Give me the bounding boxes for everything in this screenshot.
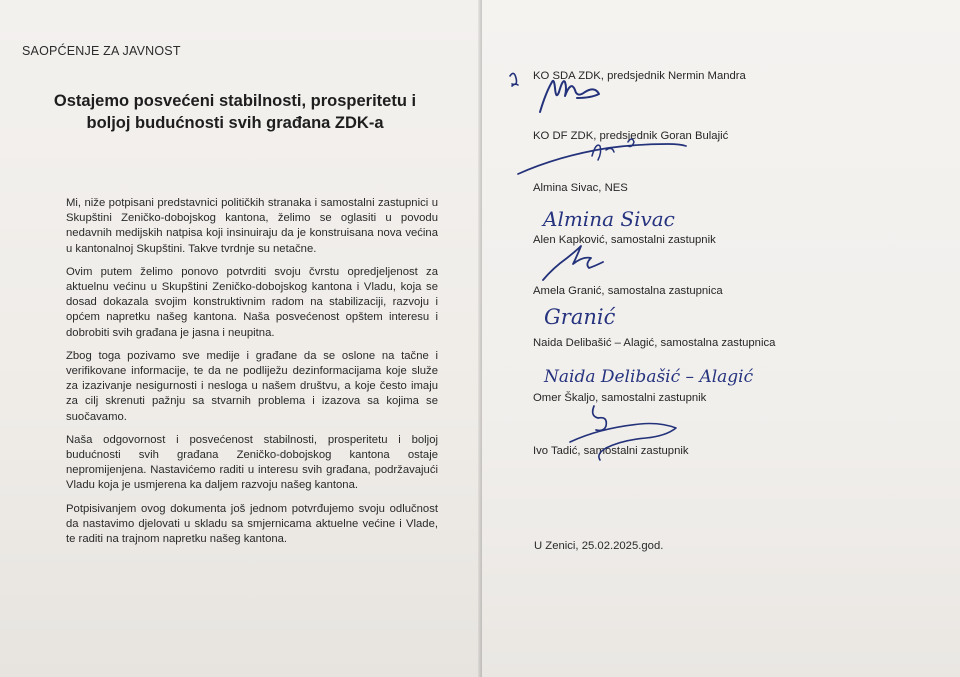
title-line-2: boljoj budućnosti svih građana ZDK-a xyxy=(86,114,384,132)
title-line-1: Ostajemo posvećeni stabilnosti, prosperitetu i xyxy=(53,92,417,110)
paragraph-4: Naša odgovornost i posvećenost stabilnosti, prosperitetu i boljoj budućnosti svih građana Zeničko-dobojskog kantona ostaje nepromijenjena. Nastavićemo raditi u interesu svih građana, podržavajući Vladu koja je usmjerena ka daljem razvoju našeg kantona. xyxy=(66,433,438,492)
signatory-line: Naida Delibašić – Alagić, samostalna zastupnica xyxy=(533,337,776,349)
signatory-line: Alen Kapković, samostalni zastupnik xyxy=(533,234,716,246)
signature-bulajic xyxy=(510,128,710,180)
signatory-line: Omer Škaljo, samostalni zastupnik xyxy=(533,392,707,404)
signature-mandra xyxy=(500,62,620,124)
signature-sivac xyxy=(535,196,675,236)
signatory-line: Ivo Tadić, samostalni zastupnik xyxy=(533,445,689,457)
signature-sivac-text: Almina Sivac xyxy=(543,207,675,231)
paragraph-2: Ovim putem želimo ponovo potvrditi svoju čvrstu opredjeljenost za aktuelnu većinu u Skupštini Zeničko-dobojskog kantona i Vladu, koja se dosad dokazala svojim konstruktivnim radom na stabilizaciji, razvoju i općem napretku našeg kantona. Naša posvećenost opštem interesu i dobrobiti svih građana je jasna i neupitna. xyxy=(66,265,438,339)
signature-delibasic-alagic xyxy=(540,354,754,394)
paragraph-5: Potpisivanjem ovog dokumenta još jednom potvrđujemo svoju odlučnost da nastavimo djelovati u skladu sa smjernicama aktuelne većine i Vlade, te raditi na trajnom napretku našeg kantona. xyxy=(66,502,438,546)
signatory-line: Almina Sivac, NES xyxy=(533,182,628,194)
signature-delibasic-alagic-text: Naida Delibašić – Alagić xyxy=(544,367,754,387)
signatory-line: KO DF ZDK, predsjednik Goran Bulajić xyxy=(533,130,729,142)
paragraph-3: Zbog toga pozivamo sve medije i građane da se oslone na tačne i verifikovane informacije, te da ne podliježu dezinformacijama koje služe za izazivanje nesigurnosti i nesloga u našem društvu, a koje često imaju za cilj skrenuti pažnju sa stvarnih problema i izazova sa kojima se suočavamo. xyxy=(66,349,438,423)
paragraph-1: Mi, niže potpisani predstavnici političkih stranaka i samostalni zastupnici u Skupštini Zeničko-dobojskog kantona, želimo se oglasiti u povodu nedavnih medijskih natpisa koji insinuiraju da je konstruisana nova većina u kantonalnoj Skupštini. Takve tvrdnje su netačne. xyxy=(66,197,438,255)
signature-granic-text: Granić xyxy=(544,305,616,329)
signature-kapkovic xyxy=(535,240,625,286)
signature-skaljo-tadic xyxy=(560,398,700,468)
signature-granic xyxy=(540,296,640,334)
document-title xyxy=(30,90,440,134)
signatory-line: Amela Granić, samostalna zastupnica xyxy=(533,285,723,297)
press-release-label: SAOPĆENJE ZA JAVNOST xyxy=(22,44,181,58)
signatory-line: KO SDA ZDK, predsjednik Nermin Mandra xyxy=(533,70,746,82)
date-place: U Zenici, 25.02.2025.god. xyxy=(534,540,664,552)
statement-body xyxy=(66,196,438,555)
